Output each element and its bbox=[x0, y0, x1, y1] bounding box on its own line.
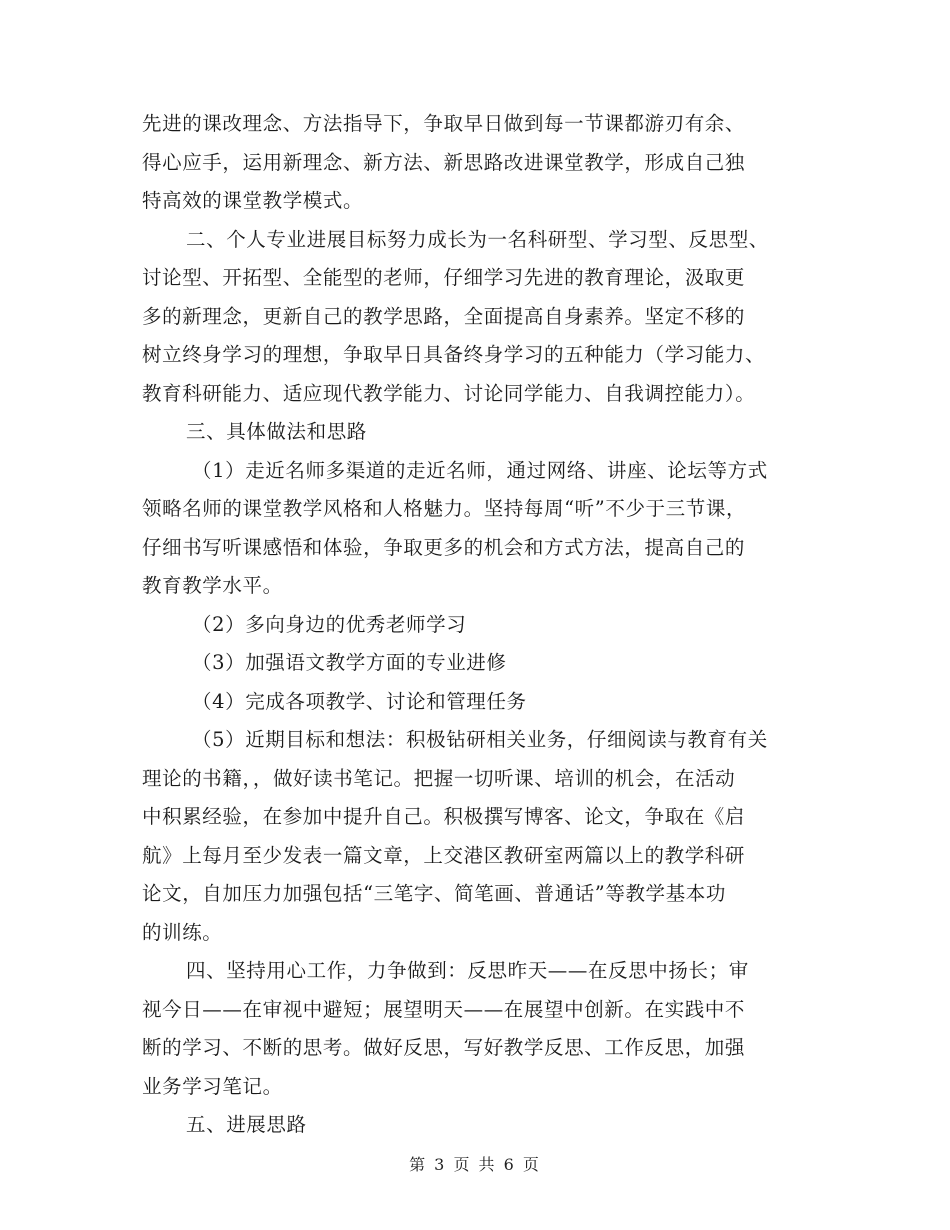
text-line: 的训练。 bbox=[142, 920, 223, 944]
text-line: 讨论型、开拓型、全能型的老师，仔细学习先进的教育理论，汲取更 bbox=[142, 266, 746, 289]
text-line: 航》上每月至少发表一篇文章，上交港区教研室两篇以上的教学科研 bbox=[142, 843, 746, 867]
text-line: 四、坚持用心工作，力争做到：反思昨天——在反思中扬长；审 bbox=[186, 959, 749, 982]
text-line: 先进的课改理念、方法指导下，争取早日做到每一节课都游刃有余、 bbox=[142, 112, 746, 135]
text-line: 特高效的课堂教学模式。 bbox=[142, 189, 364, 212]
text-line: 多的新理念，更新自己的教学思路，全面提高自身素养。坚定不移的 bbox=[142, 304, 746, 328]
text-line: 中积累经验，在参加中提升自己。积极撰写博客、论文，争取在《启 bbox=[142, 805, 746, 828]
text-line: 树立终身学习的理想，争取早日具备终身学习的五种能力（学习能力、 bbox=[142, 343, 766, 366]
page-footer: 第 3 页 共 6 页 bbox=[409, 1155, 541, 1174]
text-line: 教育科研能力、适应现代教学能力、讨论同学能力、自我调控能力）。 bbox=[142, 381, 756, 405]
text-line: 业务学习笔记。 bbox=[142, 1074, 283, 1098]
text-line: 得心应手，运用新理念、新方法、新思路改进课堂教学，形成自己独 bbox=[142, 150, 746, 174]
text-line: 论文，自加压力加强包括“三笔字、简笔画、普通话”等教学基本功 bbox=[142, 882, 726, 905]
text-line: （1）走近名师多渠道的走近名师，通过网络、讲座、论坛等方式 bbox=[192, 458, 768, 482]
text-line: 理论的书籍，，做好读书笔记。把握一切听课、培训的机会，在活动 bbox=[142, 766, 736, 790]
text-line: （3）加强语文教学方面的专业进修 bbox=[192, 651, 507, 674]
text-line: （4）完成各项教学、讨论和管理任务 bbox=[192, 689, 527, 713]
document-body bbox=[142, 105, 822, 1145]
text-line: 视今日——在审视中避短；展望明天——在展望中创新。在实践中不 bbox=[142, 997, 746, 1021]
text-line: 三、具体做法和思路 bbox=[186, 420, 367, 443]
text-line: （2）多向身边的优秀老师学习 bbox=[192, 612, 467, 636]
text-line: 断的学习、不断的思考。做好反思，写好教学反思、工作反思，加强 bbox=[142, 1036, 746, 1059]
text-line: （5）近期目标和想法：积极钻研相关业务，仔细阅读与教育有关 bbox=[192, 728, 768, 751]
text-line: 领略名师的课堂教学风格和人格魅力。坚持每周“听”不少于三节课， bbox=[142, 497, 747, 520]
text-line: 仔细书写听课感悟和体验，争取更多的机会和方式方法，提高自己的 bbox=[142, 535, 746, 559]
text-line: 二、个人专业进展目标努力成长为一名科研型、学习型、反思型、 bbox=[186, 227, 769, 251]
text-line: 五、进展思路 bbox=[186, 1113, 307, 1136]
text-line: 教育教学水平。 bbox=[142, 574, 283, 597]
